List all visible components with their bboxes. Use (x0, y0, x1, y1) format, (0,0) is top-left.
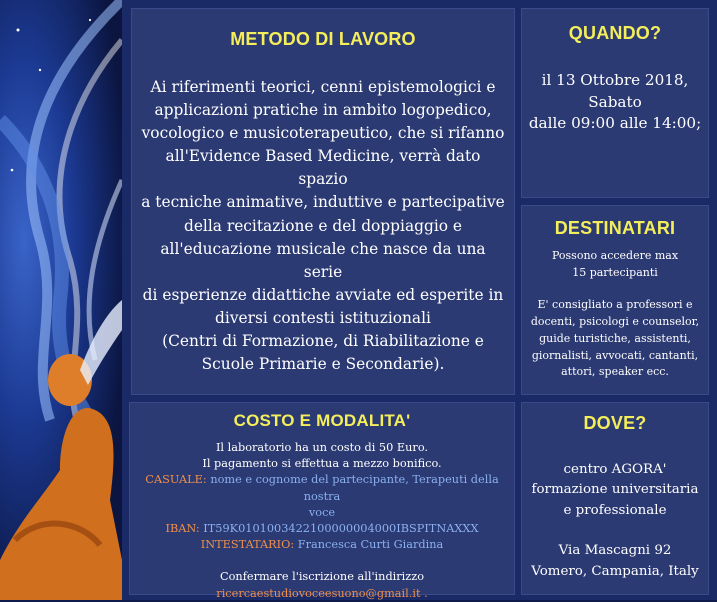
metodo-panel (131, 8, 515, 395)
metodo-line: Ai riferimenti teorici, cenni epistemologici e (150, 78, 496, 96)
intestatario-row (136, 537, 508, 553)
metodo-line: applicazioni pratiche in ambito logopedico, (154, 101, 492, 120)
costo-payment: Il pagamento si effettua a mezzo bonifico. (202, 457, 442, 471)
decorative-artwork (0, 0, 122, 600)
metodo-line: a tecniche animative, induttive e partecipative (141, 193, 505, 212)
dove-address: Via Mascagni 92 (558, 543, 672, 559)
destinatari-line: guide turistiche, assistenti, (539, 331, 691, 345)
metodo-title: METODO DI LAVORO (230, 29, 416, 49)
destinatari-line: docenti, psicologi e counselor, (530, 315, 700, 329)
quando-day: Sabato (588, 92, 642, 111)
casuale-row (136, 472, 508, 504)
casuale-value-cont: voce (308, 505, 336, 519)
quando-time: dalle 09:00 alle 14:00; (528, 114, 702, 132)
destinatari-text (522, 248, 708, 381)
metodo-line: diversi contesti istituzionali (215, 308, 431, 327)
destinatari-line: Possono accedere max (551, 249, 679, 262)
dove-city: Vomero, Campania, Italy (531, 563, 699, 579)
metodo-line: all'Evidence Based Medicine, verrà dato spazio (165, 147, 481, 189)
metodo-line: della recitazione e del doppiaggio e (183, 216, 463, 235)
intestatario-value: Francesca Curti Giardina (294, 538, 444, 552)
iban-label: IBAN: (165, 522, 200, 536)
metodo-line: di esperienze didattiche avviate ed esperite in (142, 285, 504, 304)
destinatari-panel (521, 205, 709, 395)
dove-line: centro AGORA' (563, 462, 667, 477)
destinatari-line: giornalisti, avvocati, cantanti, (531, 348, 699, 362)
destinatari-line: attori, speaker ecc. (561, 365, 669, 379)
costo-panel (129, 402, 515, 600)
quando-date: il 13 Ottobre 2018, (541, 71, 689, 89)
metodo-line: Scuole Primarie e Secondarie). (201, 355, 445, 374)
email-link[interactable]: ricercaestudiovoceesuono@gmail.it . (216, 586, 428, 600)
dove-title: DOVE? (583, 413, 647, 433)
costo-text (130, 440, 514, 602)
destinatari-line: 15 partecipanti (572, 265, 658, 279)
dove-panel (521, 402, 709, 595)
destinatari-line: E' consigliato a professori e (537, 298, 693, 312)
quando-panel (521, 8, 709, 198)
iban-value: IT59K0101003422100000004000IBSPITNAXXX (199, 522, 479, 536)
intestatario-label: INTESTATARIO: (200, 538, 295, 552)
metodo-line: all'educazione musicale che nasce da una serie (160, 239, 486, 281)
destinatari-title: DESTINATARI (554, 218, 676, 238)
dove-line: e professionale (563, 502, 667, 518)
metodo-line: (Centri di Formazione, di Riabilitazione e (162, 332, 484, 351)
quando-title: QUANDO? (568, 23, 662, 43)
casuale-label: CASUALE: (145, 473, 207, 487)
dove-line: formazione universitaria (531, 482, 699, 498)
dove-text (522, 460, 708, 582)
confirm-text: Confermare l'iscrizione all'indirizzo (219, 570, 425, 584)
casuale-value: nome e cognome del partecipante, Terapeuti della nostra (206, 473, 499, 503)
costo-price: Il laboratorio ha un costo di 50 Euro. (215, 441, 429, 454)
metodo-text (132, 76, 514, 376)
swirl-illustration (0, 0, 122, 600)
quando-text (522, 70, 708, 135)
metodo-line: vocologico e musicoterapeutico, che si rifanno (141, 124, 505, 143)
iban-row (136, 521, 508, 537)
costo-title: COSTO E MODALITA' (233, 411, 411, 430)
